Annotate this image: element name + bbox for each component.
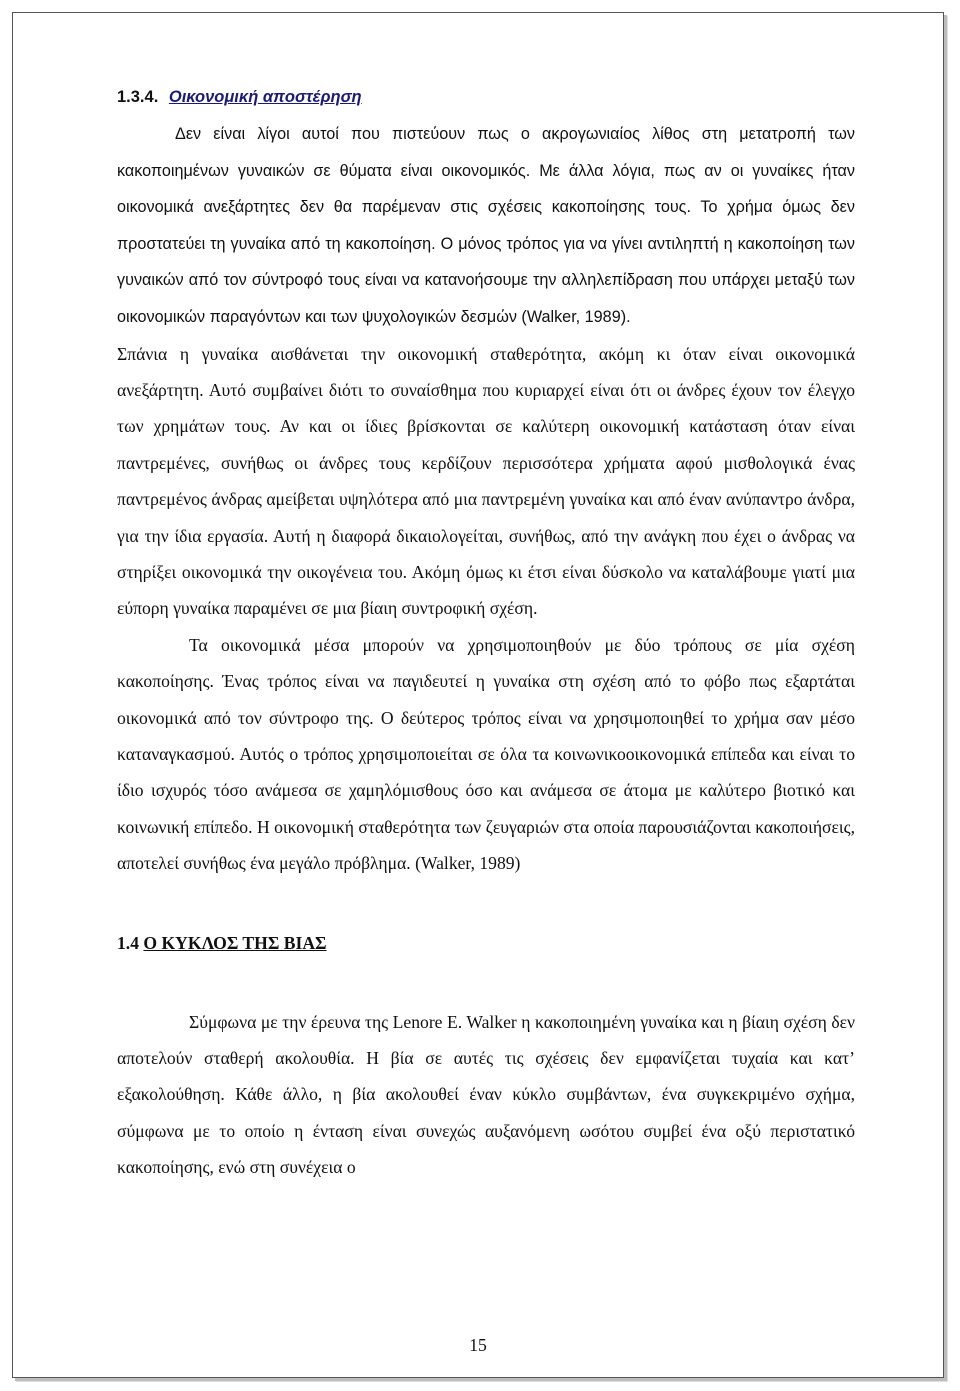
section-heading-1-4: [117, 932, 855, 954]
paragraph: Δεν είναι λίγοι αυτοί που πιστεύουν πως ο ακρογωνιαίος λίθος στη μετατροπή των κακοποιημένων γυναικών σε θύματα είναι οικονομικός. Με άλλα λόγια, πως αν οι γυναίκες ήταν οικονομικά ανεξάρτητες δεν θα παρέμεναν στις σχέσεις κακοποίησης τους. Το χρήμα όμως δεν προστατεύει τη γυναίκα από τη κακοποίηση. Ο μόνος τρόπος για να γίνει αντιληπτή η κακοποίηση των γυναικών από τον σύντροφό τους είναι να κατανοήσουμε την αλληλεπίδραση που υπάρχει μεταξύ των οικονομικών παραγόντων και των ψυχολογικών δεσμών (Walker, 1989).: [117, 125, 855, 326]
section-title: Οικονομική αποστέρηση: [168, 88, 362, 106]
section-title: Ο ΚΥΚΛΟΣ ΤΗΣ ΒΙΑΣ: [143, 932, 327, 953]
section-number: 1.4: [117, 932, 139, 953]
document-page: [12, 12, 944, 1378]
page-content: [117, 86, 855, 1186]
paragraph: Τα οικονομικά μέσα μπορούν να χρησιμοποιηθούν με δύο τρόπους σε μία σχέση κακοποίησης. Ένας τρόπος είναι να παγιδευτεί η γυναίκα στη σχέση από το φόβο πως εξαρτάται οικονομικά από τον σύντροφο της. Ο δεύτερος τρόπος είναι να χρησιμοποιηθεί το χρήμα σαν μέσο καταναγκασμού. Αυτός ο τρόπος χρησιμοποιείται σε όλα τα κοινωνικοοικονομικά επίπεδα και είναι το ίδιο ισχυρός τόσο ανάμεσα σε χαμηλόμισθους όσο και ανάμεσα σε άτομα με καλύτερο βιοτικό και κοινωνική επίπεδο. Η οικονομική σταθερότητα των ζευγαριών στα οποία παρουσιάζονται κακοποιήσεις, αποτελεί συνήθως ένα μεγάλο πρόβλημα. (Walker, 1989): [117, 634, 855, 874]
section-heading-1-3-4: [117, 86, 855, 108]
section-number: 1.3.4.: [117, 88, 159, 106]
page-number: 15: [469, 1335, 487, 1355]
paragraph-continuation: Σπάνια η γυναίκα αισθάνεται την οικονομική σταθερότητα, ακόμη κι όταν είναι οικονομικά ανεξάρτητη. Αυτό συμβαίνει διότι το συναίσθημα που κυριαρχεί είναι ότι οι άνδρες έχουν τον έλεγχο των χρημάτων τους. Αν και οι ίδιες βρίσκονται σε καλύτερη οικονομική κατάσταση όταν είναι παντρεμένες, συνήθως οι άνδρες τους κερδίζουν περισσότερα χρήματα αφού μισθολογικά ένας παντρεμένος άνδρας αμείβεται υψηλότερα από μια παντρεμένη γυναίκα και από έναν ανύπαντρο άνδρα, για την ίδια εργασία. Αυτή η διαφορά δικαιολογείται, συνήθως, από την ανάγκη που έχει ο άνδρας να στηρίξει οικονομικά την οικογένεια του. Ακόμη όμως κι έτσι είναι δύσκολο να καταλάβουμε γιατί μια εύπορη γυναίκα παραμένει σε μια βίαιη συντροφική σχέση.: [117, 343, 855, 619]
paragraph: Σύμφωνα με την έρευνα της Lenore E. Walker η κακοποιημένη γυναίκα και η βίαιη σχέση δεν αποτελούν σταθερή ακολουθία. Η βία σε αυτές τις σχέσεις δεν εμφανίζεται τυχαία και κατ’ εξακολούθηση. Κάθε άλλο, η βία ακολουθεί έναν κύκλο συμβάντων, ένα συγκεκριμένο σχήμα, σύμφωνα με το οποίο η ένταση είναι συνεχώς αυξανόμενη ωσότου συμβεί ένα οξύ περιστατικό κακοποίησης, ενώ στη συνέχεια ο: [117, 1011, 855, 1178]
